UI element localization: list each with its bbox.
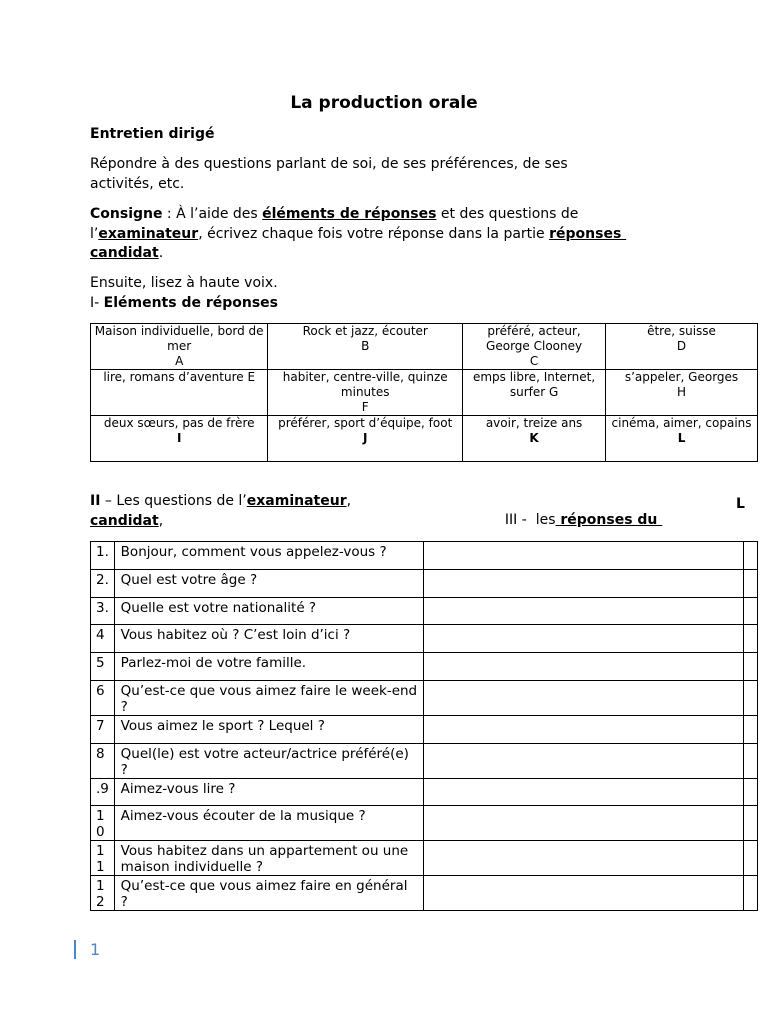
question-row [91,779,758,806]
section-1-label: Eléments de réponses [103,295,279,311]
consigne-text-2: et des questions de [436,206,579,222]
question-text: Bonjour, comment vous appelez-vous ? [114,542,424,570]
letter-cell[interactable] [743,841,757,876]
consigne-examinateur: examinateur [98,226,199,242]
elements-row [91,324,758,370]
question-number: 1 2 [91,876,115,911]
element-text: emps libre, Internet, surfer G [472,370,596,399]
subtitle: Entretien dirigé [90,126,215,142]
question-text: Quel(le) est votre acteur/actrice préféré(e) ? [114,744,424,779]
section-2-candidat: candidat [90,513,159,529]
elements-table [90,323,758,462]
element-letter: L [677,431,686,445]
letter-cell[interactable] [743,744,757,779]
letter-cell[interactable] [743,876,757,911]
letter-cell[interactable] [743,625,757,653]
section-2-examinateur: examinateur [246,493,347,509]
element-letter: I [176,431,182,445]
question-text: Vous aimez le sport ? Lequel ? [114,716,424,744]
question-text: Qu’est-ce que vous aimez faire en général ? [114,876,424,911]
question-row [91,716,758,744]
section-1-prefix: I- [90,295,104,311]
answer-cell[interactable] [424,779,743,806]
elements-cell [91,324,268,370]
letter-cell[interactable] [743,570,757,598]
question-number: 4 [91,625,115,653]
element-text: avoir, treize ans [485,416,583,430]
element-text: deux sœurs, pas de frère [103,416,255,430]
question-number: 8 [91,744,115,779]
element-letter: B [361,339,370,353]
question-text: Quel est votre âge ? [114,570,424,598]
answer-cell[interactable] [424,716,743,744]
letter-cell[interactable] [743,779,757,806]
elements-cell [268,324,463,370]
element-text: préférer, sport d’équipe, foot [278,416,453,430]
question-row [91,653,758,681]
consigne-line-2 [90,225,626,244]
elements-cell [463,324,606,370]
element-letter: K [529,431,539,445]
section-1-heading [90,294,278,313]
element-text: cinéma, aimer, copains [611,416,752,430]
elements-cell [463,416,606,462]
question-row [91,806,758,841]
section-3-label: réponses du [555,512,663,528]
questions-table [90,541,758,911]
consigne-text-5: . [158,245,164,261]
answer-cell[interactable] [424,681,743,716]
consigne-line-1 [90,205,578,224]
section-2-comma: , [346,493,352,509]
element-letter: C [529,354,539,368]
elements-row [91,416,758,462]
elements-cell [606,324,758,370]
consigne-text-3: l’ [90,226,99,242]
page-title: La production orale [290,93,478,113]
column-l-label: L [736,496,745,512]
question-text: Vous habitez où ? C’est loin d’ici ? [114,625,424,653]
element-text: s’appeler, Georges [624,370,739,384]
answer-cell[interactable] [424,806,743,841]
letter-cell[interactable] [743,806,757,841]
elements-cell [268,416,463,462]
element-letter: J [362,431,368,445]
element-text: Maison individuelle, bord de mer [94,324,264,353]
question-row [91,744,758,779]
ensuite-text: Ensuite, lisez à haute voix. [90,275,278,291]
question-row [91,598,758,625]
element-letter: H [677,385,687,399]
answer-cell[interactable] [424,542,743,570]
question-text: Aimez-vous lire ? [114,779,424,806]
question-text: Quelle est votre nationalité ? [114,598,424,625]
answer-cell[interactable] [424,841,743,876]
question-number: 1 1 [91,841,115,876]
element-letter: A [175,354,184,368]
question-text: Qu’est-ce que vous aimez faire le week-end ? [114,681,424,716]
answer-cell[interactable] [424,876,743,911]
answer-cell[interactable] [424,570,743,598]
section-3-prefix: III - les [504,512,556,528]
section-2-candidat-line [90,512,163,531]
element-text: préféré, acteur, George Clooney [486,324,583,353]
element-text: lire, romans d’aventure E [103,370,256,384]
answer-cell[interactable] [424,653,743,681]
element-text: habiter, centre-ville, quinze minutes [282,370,448,399]
consigne-reponses: réponses [549,226,627,242]
intro-line-1: Répondre à des questions parlant de soi, de ses préférences, de ses [90,156,568,172]
consigne-elements: éléments de réponses [262,206,437,222]
intro-line-2: activités, etc. [90,176,185,192]
question-number: 6 [91,681,115,716]
elements-cell [268,370,463,416]
letter-cell[interactable] [743,716,757,744]
question-number: 5 [91,653,115,681]
element-letter: D [676,339,687,353]
element-letter: F [361,400,369,414]
answer-cell[interactable] [424,598,743,625]
section-2-text: – Les questions de l’ [100,493,247,509]
question-row [91,876,758,911]
question-number: 3. [91,598,115,625]
element-text: être, suisse [647,324,716,338]
question-text: Parlez-moi de votre famille. [114,653,424,681]
question-text: Aimez-vous écouter de la musique ? [114,806,424,841]
elements-cell [91,416,268,462]
page-number: 1 [90,940,101,959]
page-number-bar [74,940,76,959]
elements-cell [606,370,758,416]
consigne-text-1: : À l’aide des [162,206,263,222]
letter-cell[interactable] [743,542,757,570]
element-text: Rock et jazz, écouter [302,324,428,338]
section-2-roman: II [90,493,101,509]
question-number: 7 [91,716,115,744]
consigne-candidat: candidat [90,245,159,261]
question-number: 2. [91,570,115,598]
section-2-comma-2: , [158,513,164,529]
section-2-heading [90,492,351,511]
elements-cell [463,370,606,416]
question-number: .9 [91,779,115,806]
answer-cell[interactable] [424,625,743,653]
question-number: 1. [91,542,115,570]
question-row [91,841,758,876]
consigne-text-4: , écrivez chaque fois votre réponse dans la partie [198,226,550,242]
question-row [91,570,758,598]
question-row [91,625,758,653]
elements-cell [606,416,758,462]
question-row [91,542,758,570]
section-3-heading [496,492,662,530]
letter-cell[interactable] [743,598,757,625]
letter-cell[interactable] [743,653,757,681]
question-number: 1 0 [91,806,115,841]
consigne-label: Consigne [90,206,163,222]
answer-cell[interactable] [424,744,743,779]
question-text: Vous habitez dans un appartement ou une maison individuelle ? [114,841,424,876]
question-row [91,681,758,716]
consigne-line-3 [90,244,163,263]
elements-cell [91,370,268,416]
elements-row [91,370,758,416]
letter-cell[interactable] [743,681,757,716]
